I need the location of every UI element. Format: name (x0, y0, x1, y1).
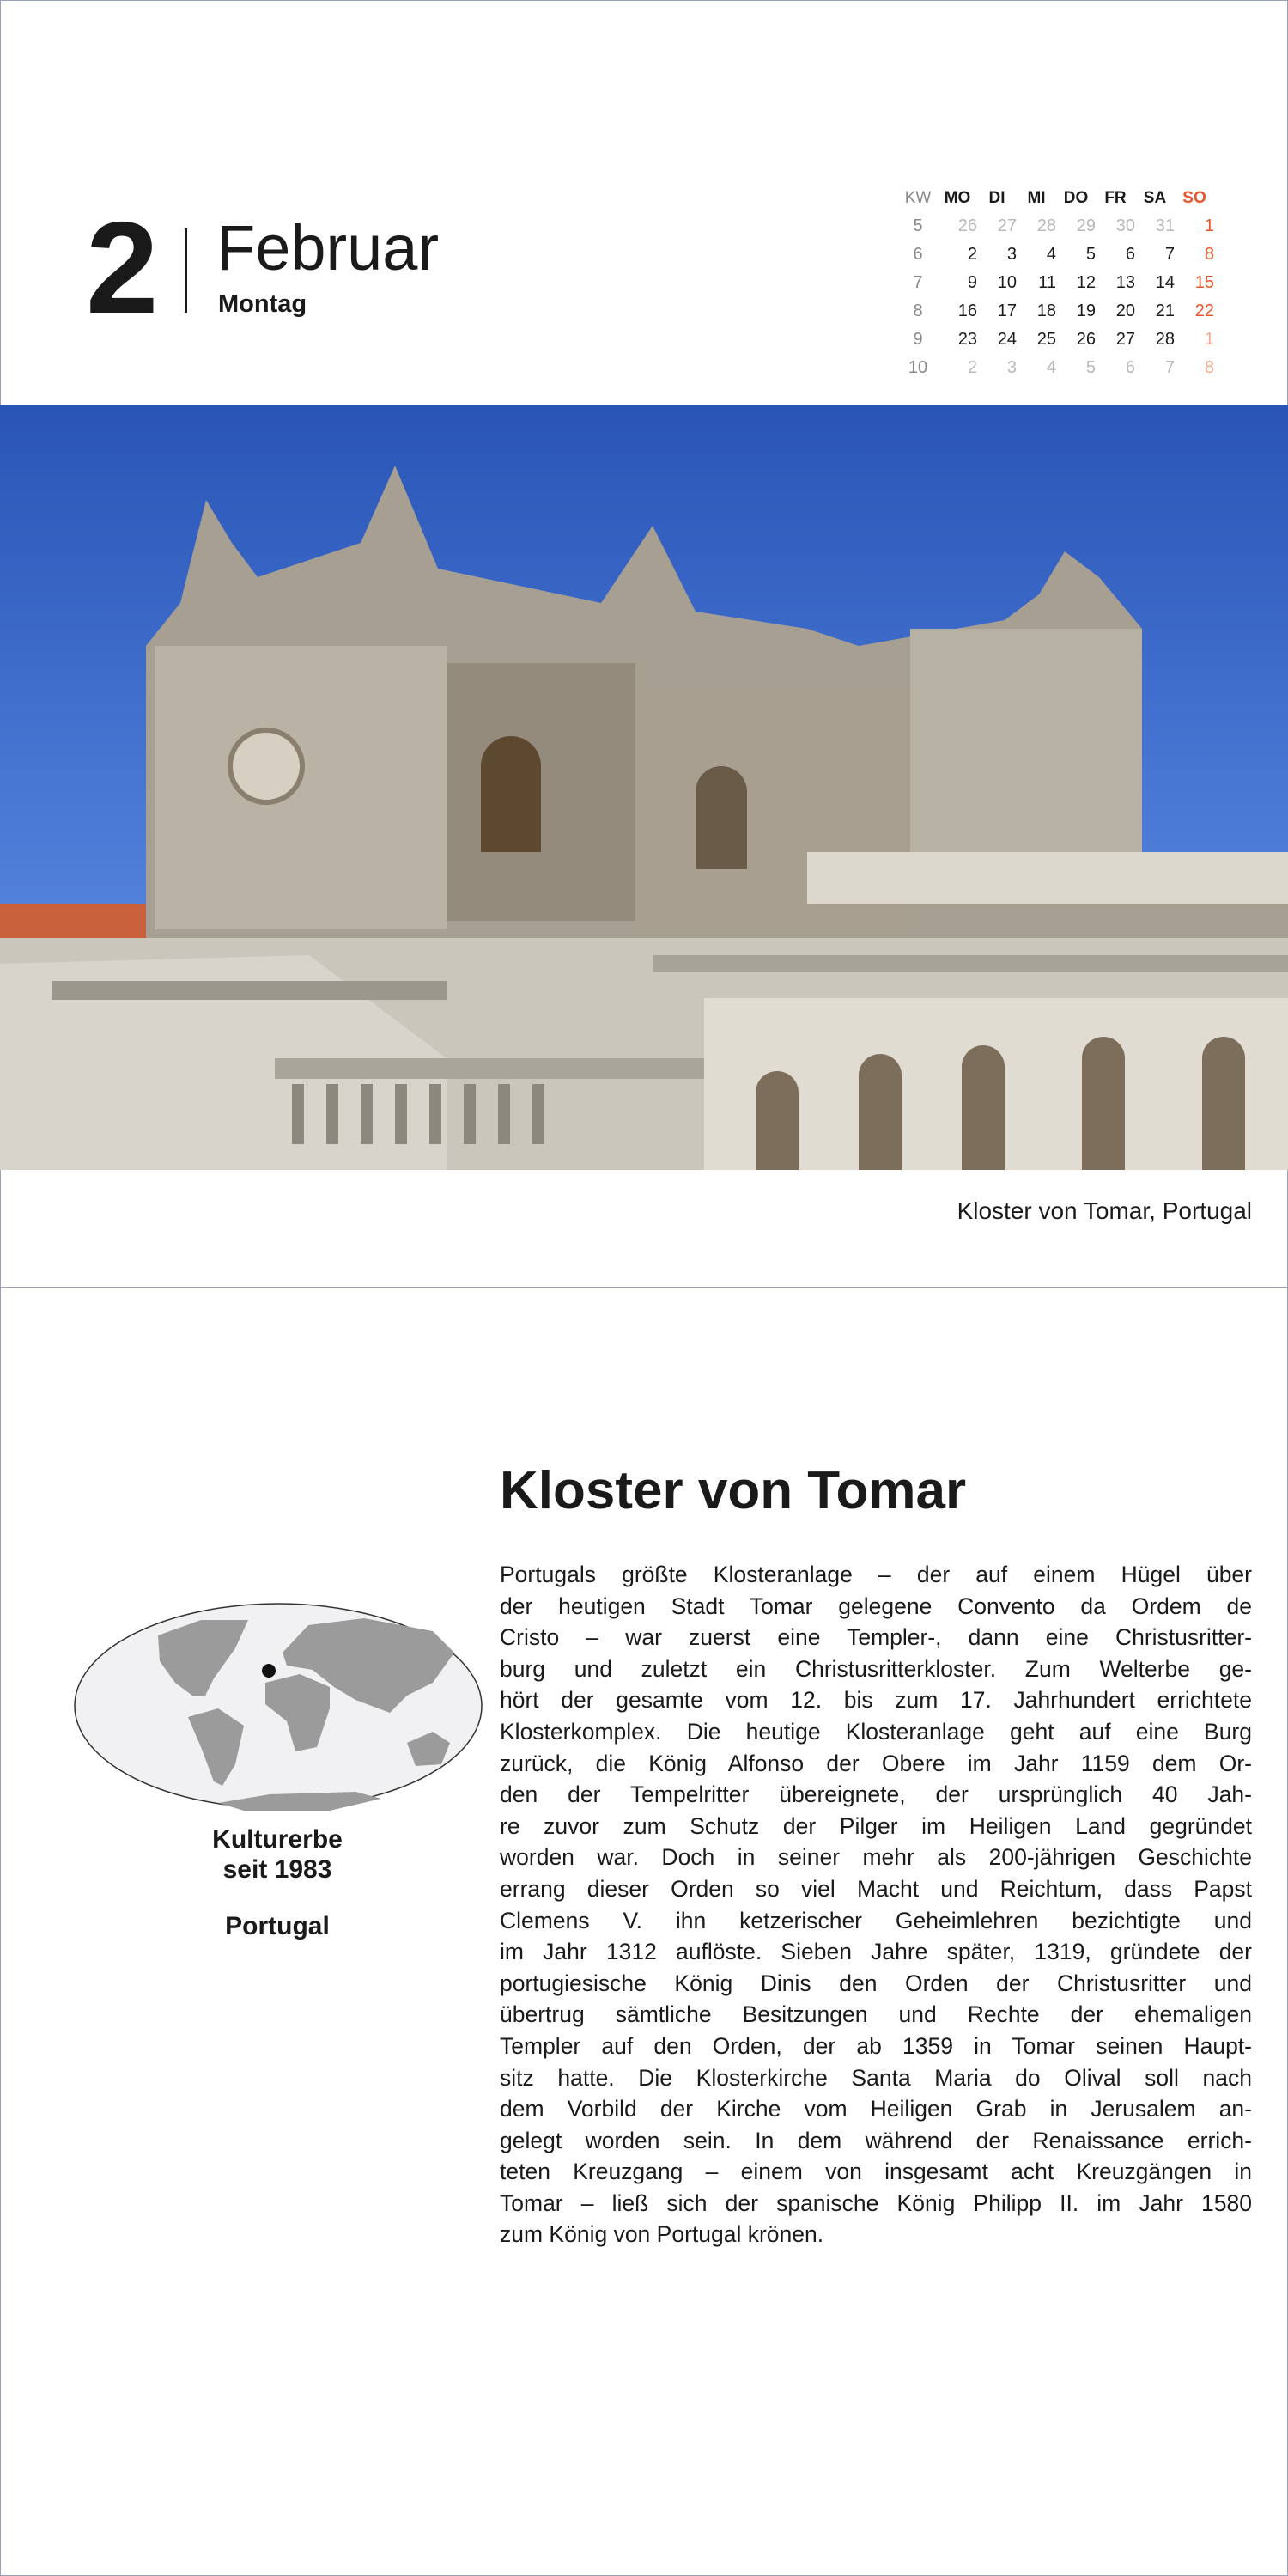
calendar-header-di: DI (988, 188, 1005, 207)
calendar-day: 12 (1076, 273, 1096, 292)
article-body-line: Klosterkomplex. Die heutige Klosteranlage geht auf eine Burg (500, 1718, 1252, 1745)
calendar-day: 2 (967, 358, 977, 377)
calendar-day: 3 (1006, 358, 1017, 377)
calendar-day: 15 (1194, 273, 1214, 292)
article-body (500, 1559, 1252, 2250)
article-body-line: burg und zuletzt ein Christusritterkloster. Zum Welterbe ge- (500, 1655, 1252, 1682)
photo-caption: Kloster von Tomar, Portugal (957, 1197, 1252, 1224)
article-body-line: Tomar – ließ sich der spanische König Philipp II. im Jahr 1580 (500, 2189, 1252, 2216)
calendar-day: 16 (957, 301, 977, 320)
calendar-header-mi: MI (1027, 188, 1046, 207)
article-body-line: worden war. Doch in seiner mehr als 200-jährigen Geschichte (500, 1844, 1252, 1871)
calendar-day: 8 (1204, 358, 1214, 377)
calendar-day: 3 (1006, 245, 1017, 264)
calendar-header-mo: MO (944, 188, 971, 207)
calendar-day: 10 (997, 273, 1017, 292)
article-body-line: Portugals größte Klosteranlage – der auf einem Hügel über (500, 1562, 1252, 1587)
calendar-day: 1 (1204, 216, 1214, 235)
calendar-header-do: DO (1063, 188, 1089, 207)
calendar-day: 8 (1204, 245, 1214, 264)
photo-kloster-von-tomar (0, 405, 1288, 1170)
calendar-day: 18 (1036, 301, 1056, 320)
heritage-line: Kulturerbe (212, 1825, 343, 1854)
article-body-line: hört der gesamte vom 12. bis zum 17. Jahrhundert errichtete (500, 1687, 1252, 1714)
calendar-day: 28 (1036, 216, 1056, 235)
calendar-day: 2 (967, 245, 977, 264)
calendar-day: 21 (1155, 301, 1175, 320)
calendar-day: 31 (1155, 216, 1175, 235)
article-body-line: zurück, die König Alfonso der Obere im Jahr 1159 dem Or- (500, 1750, 1252, 1776)
page-divider (0, 1287, 1288, 1288)
weekday-name: Montag (218, 290, 307, 318)
calendar-day: 4 (1046, 245, 1056, 264)
calendar-day: 6 (1125, 358, 1135, 377)
calendar-day: 24 (997, 330, 1017, 349)
calendar-week-row (898, 297, 1214, 326)
article-body-line: Templer auf den Orden, der ab 1359 in Tomar seinen Haupt- (500, 2032, 1252, 2059)
calendar-day: 23 (957, 330, 977, 349)
calendar-day: 11 (1038, 273, 1056, 292)
calendar-day: 26 (1076, 330, 1096, 349)
article-body-line: zum König von Portugal krönen. (500, 2221, 824, 2248)
calendar-header-so: SO (1182, 188, 1206, 207)
calendar-day: 27 (997, 216, 1017, 235)
month-name: Februar (216, 212, 440, 283)
calendar-day: 1 (1204, 330, 1214, 349)
calendar-day: 22 (1194, 301, 1214, 320)
article-body-line: dem Vorbild der Kirche vom Heiligen Grab in Jerusalem an- (500, 2096, 1252, 2122)
calendar-day: 19 (1076, 301, 1096, 320)
calendar-header-fr: FR (1104, 188, 1127, 207)
calendar-header-sa: SA (1143, 188, 1167, 207)
calendar-day: 6 (1125, 245, 1135, 264)
calendar-day: 20 (1115, 301, 1135, 320)
country-label: Portugal (225, 1912, 330, 1940)
calendar-week-number: 10 (908, 358, 928, 377)
article-body-line: den der Tempelritter übereignete, der ursprünglich 40 Jah- (500, 1781, 1252, 1808)
calendar-day: 4 (1046, 358, 1056, 377)
calendar-week-number: 5 (913, 216, 923, 235)
world-map-icon (72, 1601, 484, 1811)
calendar-week-number: 7 (913, 273, 923, 292)
calendar-day: 5 (1085, 358, 1096, 377)
calendar-week-number: 9 (913, 330, 923, 349)
article-body-line: im Jahr 1312 auflöste. Sieben Jahre später, 1319, gründete der (500, 1939, 1252, 1965)
article-body-line: Clemens V. ihn ketzerischer Geheimlehren bezichtigte und (500, 1907, 1252, 1934)
article-body-line: sitz hatte. Die Klosterkirche Santa Maria do Olival soll nach (500, 2064, 1252, 2091)
calendar-week-row (898, 354, 1214, 382)
article-body-line: portugiesische König Dinis den Orden der Christusritter und (500, 1970, 1252, 1996)
header-divider (185, 228, 187, 313)
calendar-week-number: 6 (913, 245, 923, 264)
calendar-day: 17 (997, 301, 1017, 320)
article-body-line: errang dieser Orden so viel Macht und Reichtum, dass Papst (500, 1875, 1252, 1902)
calendar-day: 29 (1076, 216, 1096, 235)
calendar-header-kw: KW (904, 188, 932, 207)
article-body-line: gelegt worden sein. In dem während der Renaissance errich- (500, 2127, 1252, 2153)
calendar-week-row (898, 269, 1214, 297)
calendar-day: 25 (1036, 330, 1056, 349)
calendar-week-row (898, 241, 1214, 269)
calendar-week-number: 8 (913, 301, 923, 320)
calendar-day: 7 (1164, 245, 1175, 264)
calendar-day: 30 (1115, 216, 1135, 235)
calendar-day: 5 (1085, 245, 1096, 264)
calendar-day: 26 (957, 216, 977, 235)
article-body-line: Cristo – war zuerst eine Templer-, dann eine Christusritter- (500, 1624, 1252, 1651)
calendar-week-row (898, 212, 1214, 241)
article-body-line: der heutigen Stadt Tomar gelegene Convento da Ordem de (500, 1592, 1252, 1619)
heritage-year: seit 1983 (222, 1855, 332, 1884)
article-body-line: teten Kreuzgang – einem von insgesamt acht Kreuzgängen in (500, 2159, 1252, 2185)
article-body-line: übertrug sämtliche Besitzungen und Rechte der ehemaligen (500, 2001, 1252, 2028)
heritage-label (149, 1824, 406, 1885)
article-title: Kloster von Tomar (500, 1461, 967, 1520)
article-body-line: re zuvor zum Schutz der Pilger im Heiligen Land gegründet (500, 1812, 1252, 1839)
calendar-week-row (898, 326, 1214, 354)
calendar-day: 14 (1155, 273, 1175, 292)
calendar-day: 7 (1164, 358, 1175, 377)
mini-calendar (898, 184, 1214, 382)
calendar-day: 28 (1155, 330, 1175, 349)
calendar-day: 9 (967, 273, 977, 292)
calendar-day: 13 (1115, 273, 1135, 292)
day-number: 2 (86, 195, 155, 341)
calendar-day: 27 (1115, 330, 1135, 349)
